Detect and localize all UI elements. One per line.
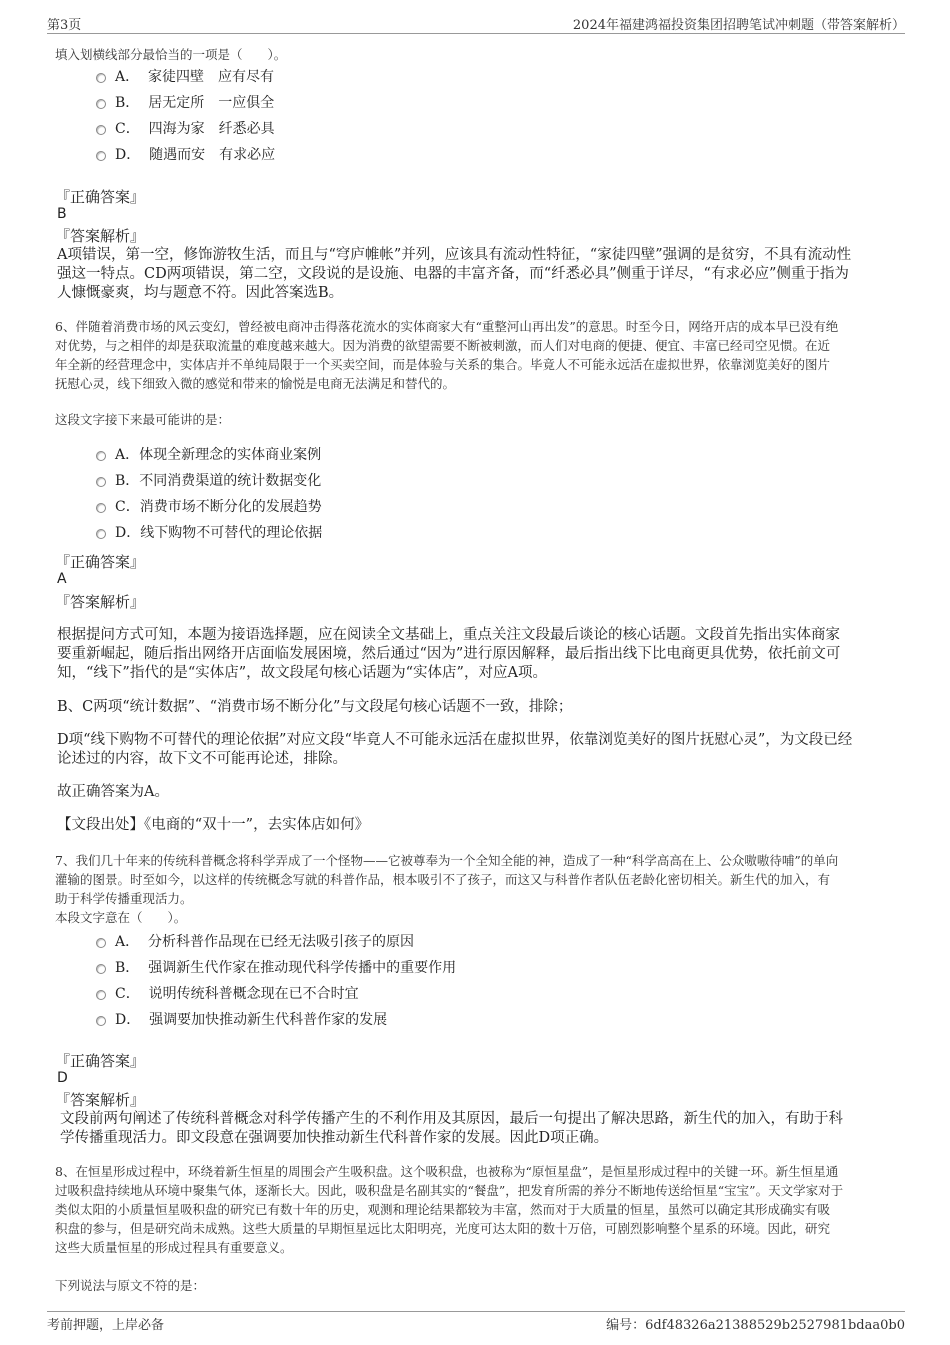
q6-analysis-p3-line-1: D项“线下购物不可替代的理论依据”对应文段“毕竟人不可能永远活在虚拟世界，依靠浏览美好的图片抚慰心灵”，为文段已经 (57, 732, 853, 748)
document-code: 编号：6df48326a21388529b2527981bdaa0b0 (606, 1318, 905, 1333)
q6-analysis-p3-line-2: 论述过的内容，故下文不可能再论述，排除。 (57, 751, 347, 767)
radio-icon[interactable] (96, 938, 106, 948)
page-number: 第3页 (47, 18, 82, 33)
q5-analysis-line-2: 强这一特点。CD两项错误，第二空，文段说的是设施、电器的丰富齐备，而“纤悉必具”侧重于详尽，“有求必应”侧重于指为 (57, 266, 849, 282)
radio-icon[interactable] (96, 99, 106, 109)
q7-stem-line-3: 助于科学传播重现活力。 (55, 891, 193, 906)
q7-stem-line-2: 灌输的图景。时至如今，以这样的传统概念写就的科普作品，根本吸引不了孩子，而这又与科普作者队伍老龄化密切相关。新生代的加入，有 (55, 872, 831, 887)
q8-question: 下列说法与原文不符的是： (55, 1278, 206, 1293)
q6-analysis-p1-line-2: 要重新崛起，随后指出网络开店面临发展困境，然后通过“因为”进行原因解释，最后指出线下比电商更具优势，依托前文可 (57, 646, 841, 662)
radio-icon[interactable] (96, 125, 106, 135)
radio-icon[interactable] (96, 990, 106, 1000)
q7-stem-line-4: 本段文字意在（ ）。 (55, 910, 187, 925)
q7-answer: D (57, 1070, 68, 1086)
q7-analysis-label: 『答案解析』 (55, 1091, 146, 1109)
q6-analysis-p2: B、C两项“统计数据”、“消费市场不断分化”与文段尾句核心话题不一致，排除； (57, 699, 573, 715)
q6-analysis-p1-line-1: 根据提问方式可知，本题为接语选择题，应在阅读全文基础上，重点关注文段最后谈论的核心话题。文段首先指出实体商家 (57, 627, 840, 643)
radio-icon[interactable] (96, 964, 106, 974)
q7-option-a[interactable]: A． 分析科普作品现在已经无法吸引孩子的原因 (96, 933, 414, 951)
q7-option-b[interactable]: B． 强调新生代作家在推动现代科学传播中的重要作用 (96, 959, 456, 977)
footer-divider (47, 1311, 905, 1312)
q6-option-b[interactable]: B．不同消费渠道的统计数据变化 (96, 472, 321, 490)
radio-icon[interactable] (96, 451, 106, 461)
document-title: 2024年福建鸿福投资集团招聘笔试冲刺题（带答案解析） (572, 18, 905, 33)
q6-stem-line-4: 抚慰心灵，线下细致入微的感觉和带来的愉悦是电商无法满足和替代的。 (55, 376, 456, 391)
q6-option-c[interactable]: C．消费市场不断分化的发展趋势 (96, 498, 322, 516)
q6-analysis-p1-line-3: 知，“线下”指代的是“实体店”，故文段尾句核心话题为“实体店”，对应A项。 (57, 665, 547, 681)
radio-icon[interactable] (96, 73, 106, 83)
q7-option-c[interactable]: C． 说明传统科普概念现在已不合时宜 (96, 985, 359, 1003)
q6-stem-line-3: 年全新的经营理念中，实体店并不单纯局限于一个买卖空间，而是体验与关系的集合。毕竟人不可能永远活在虚拟世界，依靠浏览美好的图片 (55, 357, 831, 372)
q8-stem-line-5: 这些大质量恒星的形成过程具有重要意义。 (55, 1240, 293, 1255)
radio-icon[interactable] (96, 529, 106, 539)
q5-option-a[interactable]: A． 家徒四壁 应有尽有 (96, 68, 274, 86)
q6-analysis-label: 『答案解析』 (55, 593, 146, 611)
q6-option-d[interactable]: D．线下购物不可替代的理论依据 (96, 524, 322, 542)
radio-icon[interactable] (96, 151, 106, 161)
q6-source: 【文段出处】《电商的“双十一”，去实体店如何》 (57, 817, 370, 833)
q6-stem-line-2: 对优势，与之相伴的却是获取流量的难度越来越大。因为消费的欲望需要不断被刺激，而人们对电商的便捷、便宜、丰富已经司空见惯。在近 (55, 338, 831, 353)
q7-analysis-line-1: 文段前两句阐述了传统科普概念对科学传播产生的不利作用及其原因，最后一句提出了解决思路，新生代的加入，有助于科 (60, 1111, 843, 1127)
q7-analysis-line-2: 学传播重现活力。即文段意在强调要加快推动新生代科普作家的发展。因此D项正确。 (60, 1130, 609, 1146)
q6-analysis-conclusion: 故正确答案为A。 (57, 784, 169, 800)
q6-answer-label: 『正确答案』 (55, 553, 146, 571)
q8-stem-line-1: 8、在恒星形成过程中，环绕着新生恒星的周围会产生吸积盘。这个吸积盘，也被称为“原恒星盘”，是恒星形成过程中的关键一环。新生恒星通 (55, 1164, 839, 1179)
q5-option-d[interactable]: D． 随遇而安 有求必应 (96, 146, 275, 164)
q6-stem-line-1: 6、伴随着消费市场的风云变幻，曾经被电商冲击得落花流水的实体商家大有“重整河山再出发”的意思。时至今日，网络开店的成本早已没有绝 (55, 319, 839, 334)
q6-option-a[interactable]: A．体现全新理念的实体商业案例 (96, 446, 321, 464)
q5-analysis-line-1: A项错误，第一空，修饰游牧生活，而且与“穹庐帷帐”并列，应该具有流动性特征，“家徒四壁”强调的是贫穷，不具有流动性 (57, 247, 852, 263)
q8-stem-line-3: 类似太阳的小质量恒星吸积盘的研究已有数十年的历史，观测和理论结果都较为丰富，然而对于大质量的恒星，虽然可以确定其形成确实有吸 (55, 1202, 831, 1217)
q8-stem-line-4: 积盘的参与，但是研究尚未成熟。这些大质量的早期恒星远比太阳明亮，光度可达太阳的数十万倍，可剧烈影响整个星系的环境。因此，研究 (55, 1221, 831, 1236)
q6-question: 这段文字接下来最可能讲的是： (55, 412, 231, 427)
q5-stem: 填入划横线部分最恰当的一项是（ ）。 (55, 47, 287, 62)
q5-analysis-label: 『答案解析』 (55, 227, 146, 245)
q5-analysis-line-3: 人慷慨豪爽，均与题意不符。因此答案选B。 (57, 285, 344, 301)
radio-icon[interactable] (96, 1016, 106, 1026)
header-divider (47, 33, 905, 34)
q5-option-b[interactable]: B． 居无定所 一应俱全 (96, 94, 274, 112)
radio-icon[interactable] (96, 477, 106, 487)
q5-answer: B (57, 206, 67, 222)
q6-answer: A (57, 571, 67, 587)
footer-slogan: 考前押题，上岸必备 (47, 1318, 165, 1333)
q7-option-d[interactable]: D． 强调要加快推动新生代科普作家的发展 (96, 1011, 387, 1029)
q7-stem-line-1: 7、我们几十年来的传统科普概念将科学弄成了一个怪物——它被尊奉为一个全知全能的神，造成了一种“科学高高在上、公众嗷嗷待哺”的单向 (55, 853, 839, 868)
radio-icon[interactable] (96, 503, 106, 513)
q5-answer-label: 『正确答案』 (55, 188, 146, 206)
q7-answer-label: 『正确答案』 (55, 1052, 146, 1070)
q5-option-c[interactable]: C． 四海为家 纤悉必具 (96, 120, 275, 138)
q8-stem-line-2: 过吸积盘持续地从环境中聚集气体，逐渐长大。因此，吸积盘是名副其实的“餐盘”，把发育所需的养分不断地传送给恒星“宝宝”。天文学家对于 (55, 1183, 844, 1198)
